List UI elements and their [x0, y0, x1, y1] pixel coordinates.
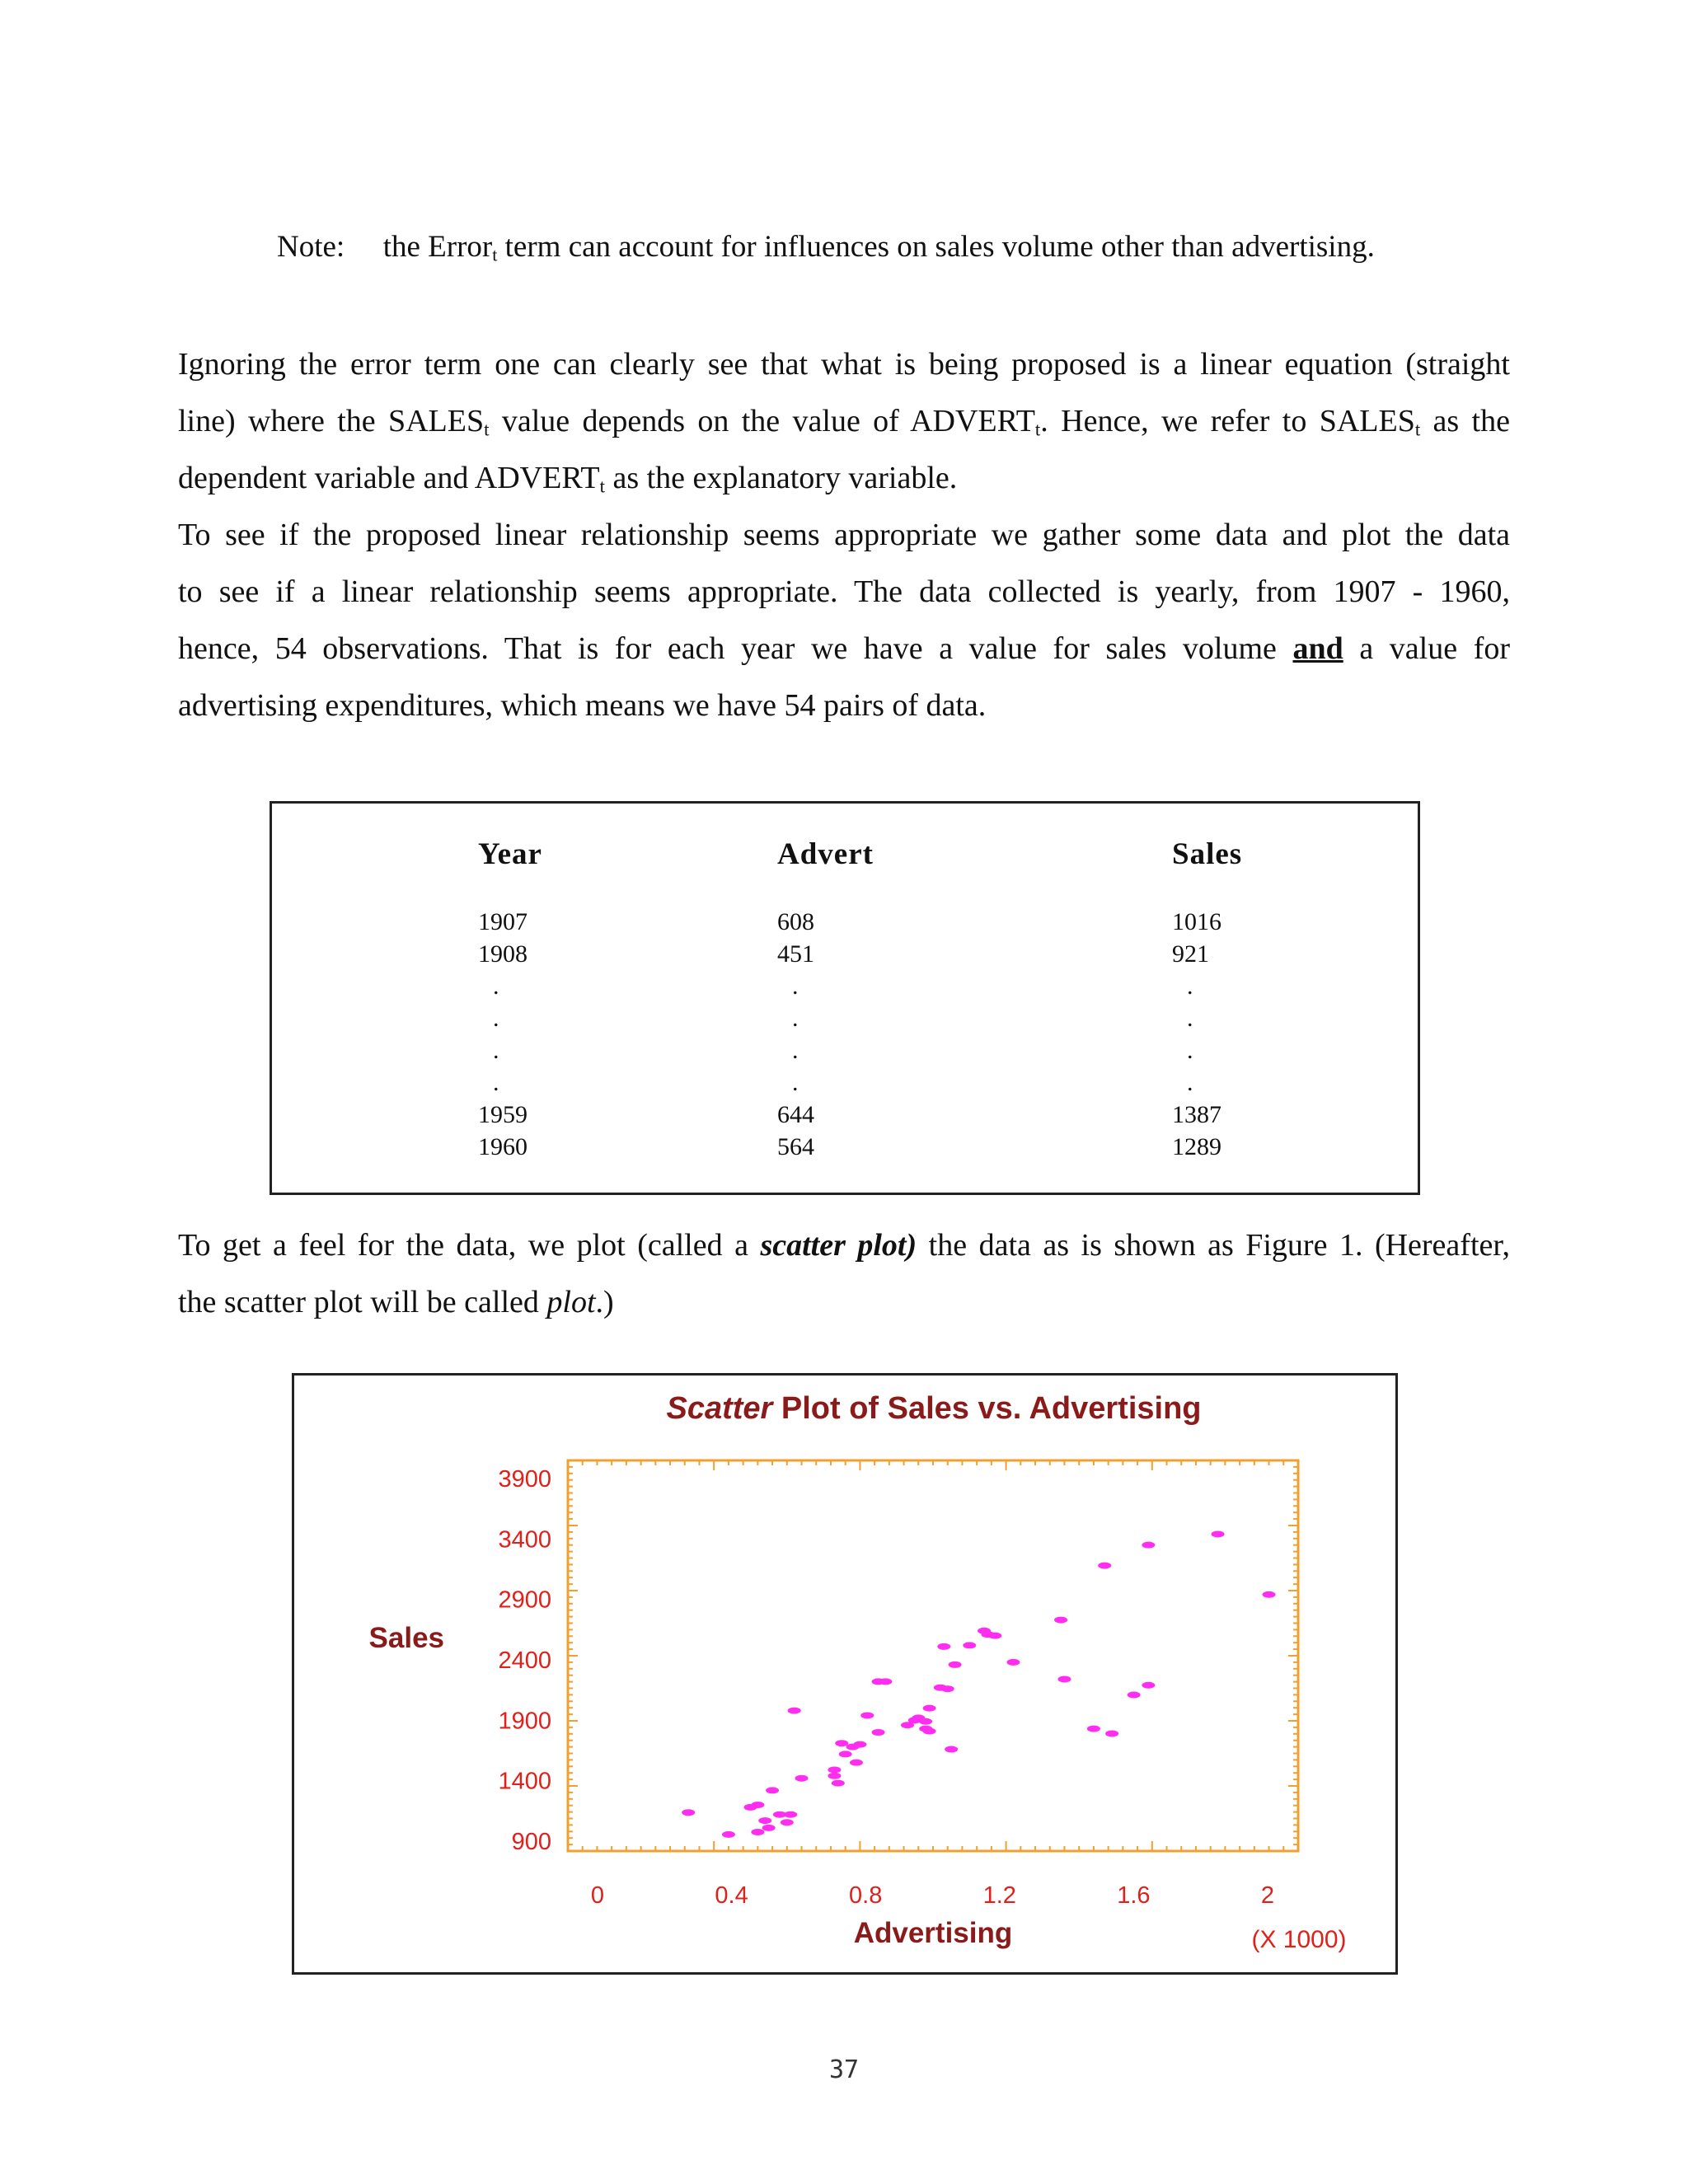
x-tick-label: 0.4 — [715, 1882, 748, 1909]
data-point — [941, 1685, 954, 1692]
header-sales: Sales — [1172, 837, 1243, 871]
table-ellipsis: . — [792, 1005, 799, 1032]
data-point — [923, 1728, 936, 1735]
para2-line4: advertising expenditures, which means we have 54 pairs of data. — [178, 688, 987, 723]
data-point — [850, 1760, 863, 1766]
data-point — [1006, 1659, 1020, 1666]
para2-line1: To see if the proposed linear relationship seems appropriate we gather some data and plot the data — [178, 518, 1510, 552]
term-plot: plot — [546, 1285, 596, 1319]
table-cell: 1387 — [1172, 1101, 1221, 1128]
plot-area-border — [568, 1460, 1298, 1851]
paragraph-3 — [178, 1217, 1510, 1331]
table-cell: 921 — [1172, 940, 1209, 968]
data-point — [784, 1811, 797, 1818]
para1-line3: dependent variable and $ADVERT_t$ as the explanatory variable. — [178, 461, 958, 497]
header-advert: Advert — [777, 837, 874, 871]
table-cell: 564 — [777, 1133, 814, 1160]
table-ellipsis: . — [1187, 1037, 1193, 1064]
table-ellipsis: . — [493, 1069, 499, 1096]
table-cell: 608 — [777, 908, 814, 935]
emphasis-and: and — [1292, 631, 1343, 666]
data-point — [872, 1729, 885, 1736]
tick-labels — [498, 1466, 1274, 1909]
plot-frame — [568, 1460, 1298, 1851]
table-cell: 644 — [777, 1101, 814, 1128]
para2-line2: to see if a linear relationship seems appropriate. The data collected is yearly, from 1907 - 1960, — [178, 574, 1510, 609]
para3-line2: the scatter plot will be called plot.) — [178, 1285, 614, 1319]
data-point — [839, 1750, 852, 1757]
data-point — [835, 1740, 848, 1746]
y-axis-label: Sales — [368, 1622, 444, 1654]
table-cell: 451 — [777, 940, 814, 968]
data-point — [963, 1642, 976, 1648]
table-cell: 1016 — [1172, 908, 1221, 935]
para2-line3: hence, 54 observations. That is for each year we have a value for sales volume and a value for — [178, 631, 1511, 666]
x-tick-label: 2 — [1260, 1882, 1275, 1909]
y-tick-label: 3400 — [498, 1526, 551, 1554]
x-multiplier: (X 1000) — [1251, 1926, 1347, 1953]
data-point — [949, 1661, 962, 1668]
y-tick-label: 2900 — [498, 1586, 551, 1614]
data-point — [860, 1712, 874, 1718]
data-point — [751, 1802, 764, 1808]
data-point — [788, 1708, 801, 1714]
y-tick-label: 3900 — [498, 1466, 551, 1493]
header-year: Year — [478, 837, 542, 871]
data-point — [1087, 1726, 1100, 1732]
term-scatter-plot: scatter plot) — [760, 1228, 917, 1263]
data-point — [1212, 1530, 1225, 1537]
para1-line2: line) where the $SALES_t$ value depends on the value of $ADVERT_t$. Hence, we refer to $SALES_t$ as the — [178, 404, 1510, 440]
para3-line1: To get a feel for the data, we plot (called a scatter plot) the data as is shown as Figure 1. (Hereafter, — [178, 1228, 1511, 1263]
data-point — [766, 1787, 779, 1793]
table-cell: 1959 — [478, 1101, 528, 1128]
data-point — [988, 1633, 1001, 1639]
data-points — [682, 1530, 1275, 1837]
data-point — [853, 1741, 866, 1748]
chart-title: Scatter Plot of Sales vs. Advertising — [666, 1391, 1202, 1426]
data-point — [879, 1678, 892, 1685]
note-label: Note: — [277, 230, 345, 264]
y-tick-label: 900 — [511, 1829, 551, 1855]
paragraph-1 — [178, 336, 1510, 507]
note-text: the Error$_t$ term can account for influences on sales volume other than advertising. — [382, 230, 1375, 265]
data-point — [832, 1780, 845, 1787]
data-point — [1142, 1682, 1155, 1689]
figure-box — [292, 1373, 1398, 1975]
y-tick-label: 2400 — [498, 1647, 551, 1674]
x-tick-label: 0.8 — [849, 1882, 883, 1909]
data-point — [795, 1775, 809, 1782]
x-tick-label: 0 — [590, 1882, 605, 1909]
page-number: 37 — [828, 2055, 860, 2084]
table-ellipsis: . — [493, 1005, 499, 1032]
y-tick-label: 1400 — [498, 1768, 551, 1795]
data-point — [722, 1831, 735, 1838]
data-point — [919, 1718, 932, 1725]
y-tick-label: 1900 — [498, 1708, 551, 1735]
data-point — [923, 1705, 936, 1712]
data-point — [937, 1643, 950, 1650]
data-point — [1142, 1542, 1155, 1549]
data-point — [762, 1825, 776, 1831]
x-tick-label: 1.2 — [982, 1882, 1016, 1909]
table-ellipsis: . — [792, 1069, 799, 1096]
data-point — [1263, 1591, 1276, 1598]
paragraph-2 — [178, 507, 1510, 734]
data-point — [751, 1829, 764, 1835]
data-table — [270, 801, 1420, 1195]
data-point — [758, 1817, 771, 1824]
table-ellipsis: . — [792, 1037, 799, 1064]
data-point — [1128, 1692, 1141, 1699]
table-ellipsis: . — [792, 972, 799, 1000]
table-ellipsis: . — [1187, 1069, 1193, 1096]
data-point — [1098, 1563, 1111, 1569]
data-point — [828, 1773, 841, 1779]
tick-marks — [568, 1460, 1298, 1851]
table-ellipsis: . — [493, 1037, 499, 1064]
data-point — [1105, 1730, 1118, 1736]
table-cell: 1908 — [478, 940, 528, 968]
data-point — [1054, 1617, 1067, 1624]
data-point — [945, 1746, 958, 1753]
table-ellipsis: . — [493, 972, 499, 1000]
x-axis-label: Advertising — [853, 1917, 1013, 1949]
table-cell: 1960 — [478, 1133, 528, 1160]
data-point — [781, 1819, 794, 1825]
table-ellipsis: . — [1187, 1005, 1193, 1032]
para1-line1: Ignoring the error term one can clearly see that what is being proposed is a linear equation (straight — [178, 347, 1510, 382]
table-cell: 1907 — [478, 908, 528, 935]
data-point — [1057, 1675, 1071, 1682]
note — [277, 229, 1375, 265]
data-point — [828, 1766, 841, 1773]
table-ellipsis: . — [1187, 972, 1193, 1000]
data-point — [682, 1809, 695, 1816]
x-tick-label: 1.6 — [1117, 1882, 1151, 1909]
scatter-chart — [294, 1376, 1395, 1972]
table-cell: 1289 — [1172, 1133, 1221, 1160]
